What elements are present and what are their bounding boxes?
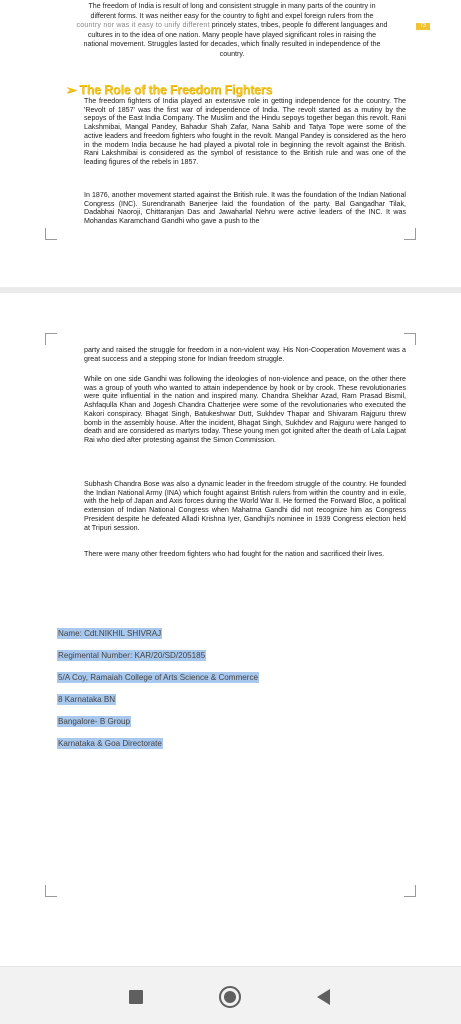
page-corner-mark [404, 333, 416, 345]
body-paragraph: While on one side Gandhi was following the ideologies of non-violence and peace, on the other there was a group of youth who wanted to attain independence by hook or by crook. These revolutionaries were quite influential in the nation and inspired many. Chandra Shekhar Azad, Ram Prasad Bismil, Ashfaqulla Khan and Jogesh Chandra Chatterjee were some of the revolutionaries who executed the Kakori conspiracy. Bhagat Singh, Batukeshwar Dutt, Sukhdev Thapar and Shivaram Rajguru threw bomb in the assembly house. After the incident, Bhagat Singh, Sukhdev and Rajguru were hanged to death and are considered as martyrs today. These young men got ignited after the death of Lala Lajpat Rai who died after protesting against the Simon Commission. [84, 375, 406, 444]
intro-line: The freedom of India is result of long and consistent struggle in many parts of the country in [88, 2, 376, 10]
intro-paragraph [58, 2, 406, 60]
recent-apps-icon[interactable] [126, 987, 146, 1007]
document-page-2 [0, 293, 461, 966]
body-paragraph: party and raised the struggle for freedom in a non-violent way. His Non-Cooperation Movement was a great success and a stepping stone for Indian freedom struggle. [84, 346, 406, 363]
cadet-group[interactable]: Bangalore- B Group [58, 717, 130, 726]
page-corner-mark [45, 333, 57, 345]
cadet-battalion[interactable]: 8 Karnataka BN [58, 695, 116, 704]
section-heading-text: The Role of the Freedom Fighters [79, 83, 273, 97]
cadet-directorate[interactable]: Karnataka & Goa Directorate [58, 739, 162, 748]
page-corner-mark [404, 885, 416, 897]
section-heading [66, 82, 272, 97]
cadet-name[interactable]: Name: Cdt.NIKHIL SHIVRAJ [58, 629, 162, 638]
system-navigation-bar [0, 966, 461, 1024]
intro-line: national movement. Struggles lasted for decades, which finally resulted in independence of the [83, 40, 381, 49]
intro-line: different forms. It was neither easy for the country to fight and expel foreign rulers from the [90, 11, 374, 20]
home-icon[interactable] [219, 986, 241, 1008]
page-corner-mark [45, 885, 57, 897]
intro-line: cultures in to the idea of one nation. Many people have played significant roles in raising the [87, 30, 377, 39]
page-corner-mark [404, 228, 416, 240]
page-corner-mark [45, 228, 57, 240]
arrow-bullet-icon: ➢ [66, 83, 77, 97]
body-paragraph: The freedom fighters of India played an extensive role in getting independence for the country. The 'Revolt of 1857' was the first war of independence of India. The revolt started as a mutiny by the sepoys of the East India Company. The Muslim and the Hindu sepoys together began this revolt. Rani Lakshmibai, Mangal Pandey, Bahadur Shah Zafar, Nana Sahib and Tatya Tope were some of the active leaders and freedom fighters who fought in the revolt. Mangal Pandey is considered as the hero in the modern India because he had played a pivotal role in beginning the revolt against the British. Rani Lakshmibai is considered as the symbol of resistance to the British rule and was one of the leading figures of the rebels in 1857. [84, 97, 406, 166]
body-paragraph: Subhash Chandra Bose was also a dynamic leader in the freedom struggle of the country. He founded the Indian National Army (INA) which fought against British rulers from within the country and in exile, with the help of Japan and Axis forces during the World War II. He formed the Forward Bloc, a political extension of Indian National Congress when Mahatma Gandhi did not recognize him as Congress President despite he defeated Alladi Krishna Iyer, Gandhiji's nominee in 1939 Congress election held at Tripuri session. [84, 480, 406, 532]
intro-faint-text: country nor was it easy to unify different [76, 21, 210, 30]
intro-line [58, 21, 406, 31]
intro-line: country. [219, 49, 245, 58]
intro-text: princely states, tribes, people fo different languages and [211, 21, 388, 30]
body-paragraph: There were many other freedom fighters who had fought for the nation and sacrificed their lives. [84, 550, 385, 558]
page-number-badge: 73 [416, 23, 430, 30]
regimental-number[interactable]: Regimental Number: KAR/20/SD/205185 [58, 651, 206, 660]
body-paragraph: In 1876, another movement started against the British rule. It was the foundation of the Indian National Congress (INC). Surendranath Banerjee laid the foundation of the party. Bal Gangadhar Tilak, Dadabhai Naoroji, Chittaranjan Das and Jawaharlal Nehru were active leaders of the INC. It was Mohandas Karamchand Gandhi who gave a push to the [84, 191, 406, 226]
document-page-1 [0, 0, 461, 287]
back-icon[interactable] [314, 987, 334, 1007]
cadet-unit[interactable]: 5/A Coy, Ramaiah College of Arts Science & Commerce [58, 673, 259, 682]
